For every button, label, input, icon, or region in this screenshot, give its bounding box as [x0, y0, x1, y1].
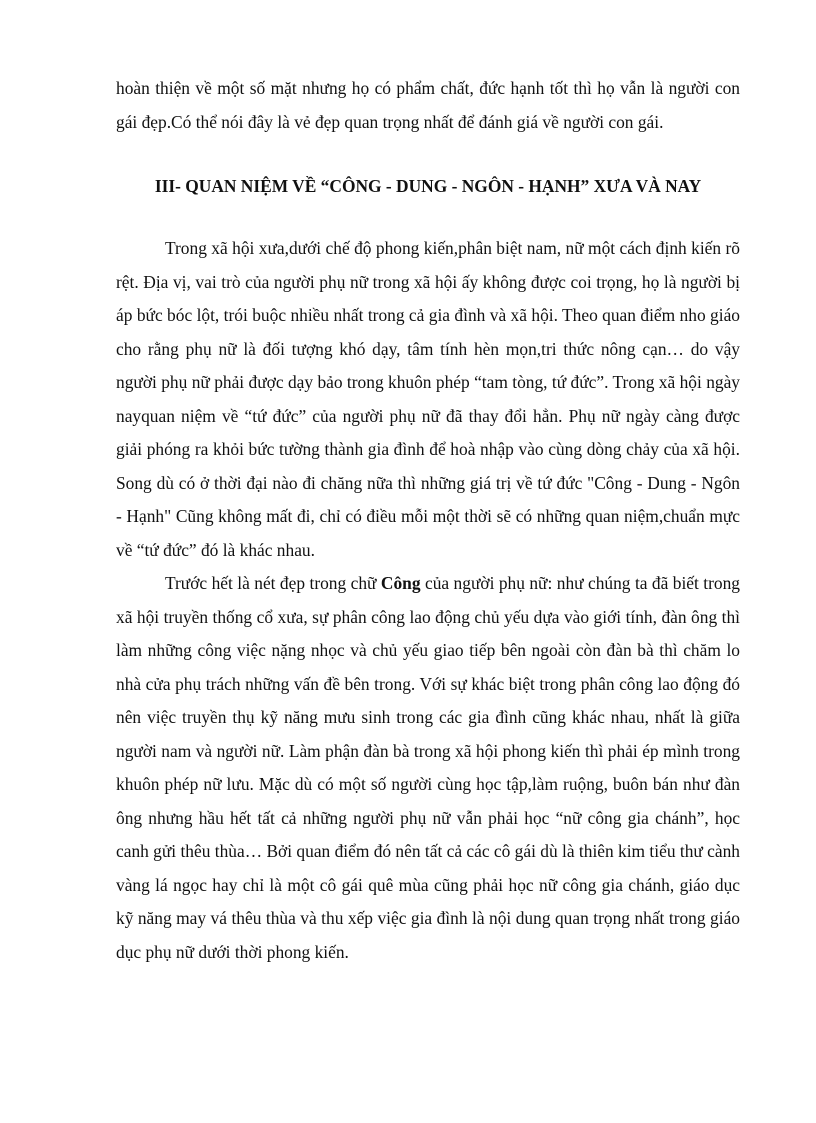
cong-keyword: Công — [380, 573, 421, 593]
paragraph-cong-body: của người phụ nữ: như chúng ta đã biết trong xã hội truyền thống cổ xưa, sự phân công lao động chủ yếu dựa vào giới tính, đàn ông thì làm những công việc nặng nhọc và chủ yếu giao tiếp bên ngoài còn đàn bà thì chăm lo nhà cửa phụ trách những vấn đề bên trong. Với sự khác biệt trong phân công lao động đó nên việc truyền thụ kỹ năng mưu sinh trong các gia đình cũng khác nhau, nhất là giữa người nam và người nữ. Làm phận đàn bà trong xã hội phong kiến thì phải ép mình trong khuôn phép nữ lưu. Mặc dù có một số người cùng học tập,làm ruộng, buôn bán như đàn ông nhưng hầu hết tất cả những người phụ nữ vẫn phải học “nữ công gia chánh”, học canh gửi thêu thùa… Bởi quan điểm đó nên tất cả các cô gái dù là thiên kim tiểu thư cành vàng lá ngọc hay chỉ là một cô gái quê mùa cũng phải học nữ công gia chánh, giáo dục kỹ năng may vá thêu thùa và thu xếp việc gia đình là nội dung quan trọng nhất trong giáo dục phụ nữ dưới thời phong kiến. — [116, 573, 741, 962]
intro-paragraph: hoàn thiện về một số mặt nhưng họ có phẩm chất, đức hạnh tốt thì họ vẫn là người con gái đẹp.Có thể nói đây là vẻ đẹp quan trọng nhất để đánh giá về người con gái. — [116, 78, 740, 132]
document-page — [116, 72, 740, 969]
paragraph-cong-virtue — [116, 567, 740, 969]
section-heading: III- QUAN NIỆM VỀ “CÔNG - DUNG - NGÔN - HẠNH” XƯA VÀ NAY — [154, 176, 702, 196]
paragraph-cong-lead: Trước hết là nét đẹp trong chữ — [165, 573, 381, 593]
paragraph-feudal-society: Trong xã hội xưa,dưới chế độ phong kiến,phân biệt nam, nữ một cách định kiến rõ rệt. Địa vị, vai trò của người phụ nữ trong xã hội ấy không được coi trọng, họ là người bị áp bức bóc lột, trói buộc nhiều nhất trong cả gia đình và xã hội. Theo quan điểm nho giáo cho rằng phụ nữ là đối tượng khó dạy, tâm tính hèn mọn,tri thức nông cạn… do vậy người phụ nữ phải được dạy bảo trong khuôn phép “tam tòng, tứ đức”. Trong xã hội ngày nayquan niệm về “tứ đức” của người phụ nữ đã thay đổi hẳn. Phụ nữ ngày càng được giải phóng ra khỏi bức tường thành gia đình để hoà nhập vào cùng dòng chảy của xã hội. Song dù có ở thời đại nào đi chăng nữa thì những giá trị về tứ đức "Công - Dung - Ngôn - Hạnh" Cũng không mất đi, chỉ có điều mỗi một thời sẽ có những quan niệm,chuẩn mực về “tứ đức” đó là khác nhau. — [116, 238, 740, 560]
